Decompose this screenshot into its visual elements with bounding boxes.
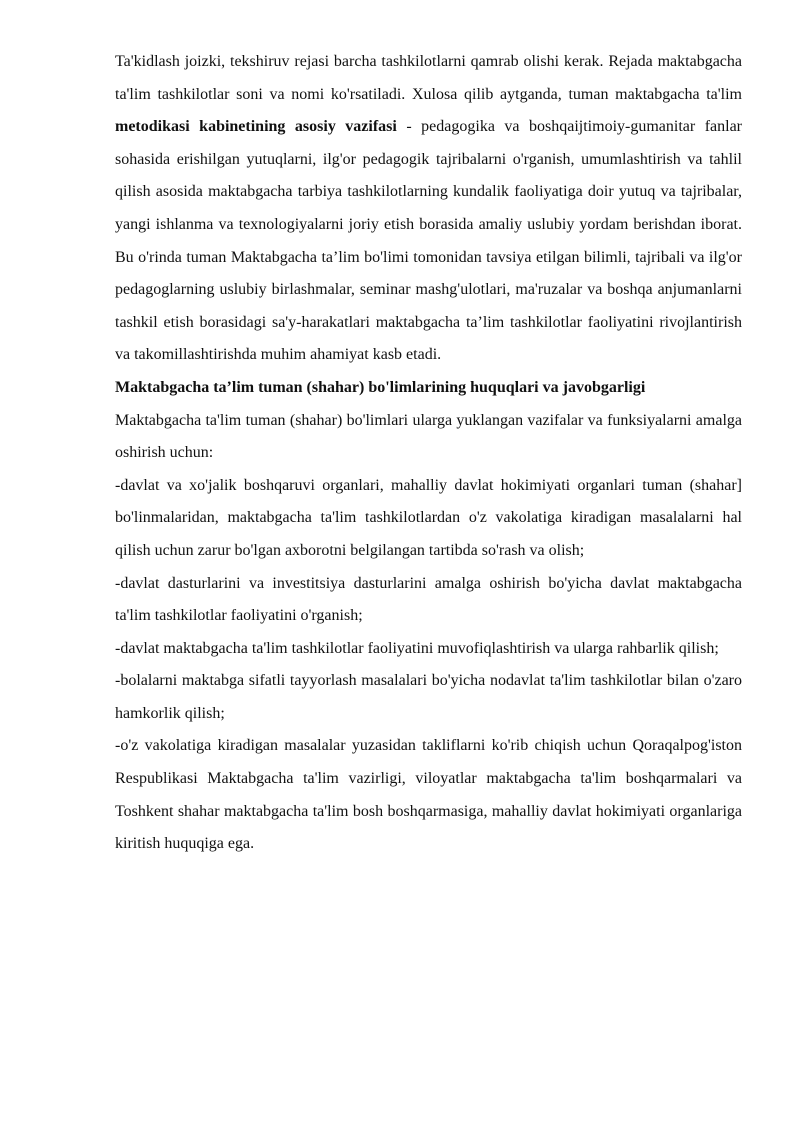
list-item: -davlat va xo'jalik boshqaruvi organlari, mahalliy davlat hokimiyati organlari tuman (shahar] bo'linmalaridan, maktabgacha ta'lim tashkilotlardan o'z vakolatiga kiradigan masalalarni hal qilish uchun zarur bo'lgan axborotni belgilangan tartibda so'rash va olish; bbox=[115, 476, 742, 559]
paragraph-text-start: Ta'kidlash joizki, tekshiruv rejasi barcha tashkilotlarni qamrab olishi kerak. Rejada maktabgacha ta'lim tashkilotlar soni va nomi ko'rsatiladi. Xulosa qilib aytganda, tuman maktabgacha ta'lim bbox=[115, 53, 742, 103]
section-heading: Maktabgacha ta’lim tuman (shahar) bo'limlarining huquqlari va javobgarligi bbox=[115, 378, 646, 396]
list-item: -o'z vakolatiga kiradigan masalalar yuzasidan takliflarni ko'rib chiqish uchun Qoraqalpog'iston Respublikasi Maktabgacha ta'lim vazirligi, viloyatlar maktabgacha ta'lim boshqarmalari va Toshkent shahar maktabgacha ta'lim bosh boshqarmasiga, mahalliy davlat hokimiyati organlariga kiritish huquqiga ega. bbox=[115, 737, 742, 853]
document-page bbox=[115, 46, 742, 861]
paragraph-text-end: - pedagogika va boshqaijtimoiy-gumanitar fanlar sohasida erishilgan yutuqlarni, ilg'or pedagogik tajribalarni o'rganish, umumlashtirish va tahlil qilish asosida maktabgacha tarbiya tashkilotlarning kundalik faoliyatiga doir yutuq va tajribalar, yangi ishlanma va texnologiyalarni joriy etish borasida amaliy uslubiy yordam berishdan iborat. Bu o'rinda tuman Maktabgacha ta’lim bo'limi tomonidan tavsiya etilgan bilimli, tajribali va ilg'or pedagoglarning uslubiy birlashmalar, seminar mashg'ulotlari, ma'ruzalar va boshqa anjumanlarni tashkil etish borasidagi sa'y-harakatlari maktabgacha ta’lim tashkilotlar faoliyatini rivojlantirish va takomillashtirishda muhim ahamiyat kasb etadi. bbox=[115, 118, 742, 364]
list-item: -davlat maktabgacha ta'lim tashkilotlar faoliyatini muvofiqlashtirish va ularga rahbarlik qilish; bbox=[115, 639, 719, 657]
paragraph-inspection-plan bbox=[115, 46, 742, 372]
bold-phrase: metodikasi kabinetining asosiy vazifasi bbox=[115, 118, 397, 136]
intro-paragraph: Maktabgacha ta'lim tuman (shahar) bo'limlari ularga yuklangan vazifalar va funksiyalarni amalga oshirish uchun: bbox=[115, 411, 742, 462]
list-item: -bolalarni maktabga sifatli tayyorlash masalalari bo'yicha nodavlat ta'lim tashkilotlar bilan o'zaro hamkorlik qilish; bbox=[115, 672, 742, 722]
list-item: -davlat dasturlarini va investitsiya dasturlarini amalga oshirish bo'yicha davlat maktabgacha ta'lim tashkilotlar faoliyatini o'rganish; bbox=[115, 574, 742, 625]
